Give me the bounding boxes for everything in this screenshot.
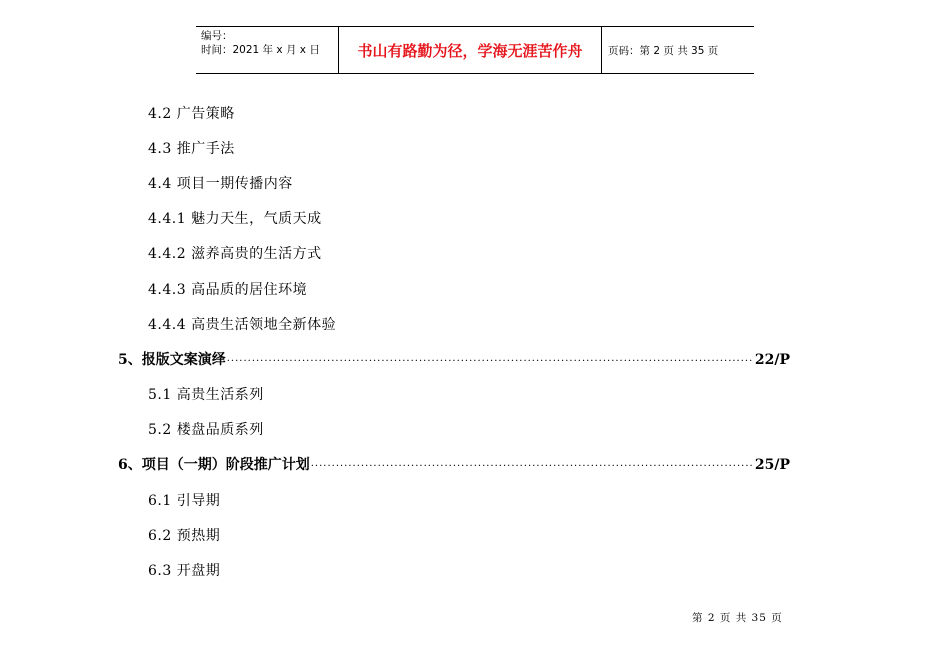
- toc-item: 6.3 开盘期: [148, 563, 221, 579]
- page-footer: 第 2 页 共 35 页: [692, 612, 783, 624]
- header-number-label: 编号：: [201, 30, 233, 42]
- toc-item: 4.4.1 魅力天生，气质天成: [148, 211, 322, 227]
- page-header: [196, 26, 754, 74]
- header-time-label: 时间：2021 年 x 月 x 日: [201, 44, 320, 56]
- toc-page-number: 25/P: [754, 457, 790, 473]
- toc-item: 4.2 广告策略: [148, 106, 235, 122]
- toc-item: 5.2 楼盘品质系列: [148, 422, 264, 438]
- toc-page-number: 22/P: [754, 352, 790, 368]
- header-motto: 书山有路勤为径，学海无涯苦作舟: [338, 27, 602, 73]
- toc-section-6: [118, 456, 790, 476]
- toc-item: 4.4.3 高品质的居住环境: [148, 282, 308, 298]
- header-page-info: 页码：第 2 页 共 35 页: [608, 44, 719, 57]
- toc-section-title: 5、报版文案演绎: [118, 352, 226, 368]
- toc-item: 4.4.2 滋养高贵的生活方式: [148, 246, 322, 262]
- toc-item: 4.4.4 高贵生活领地全新体验: [148, 317, 337, 333]
- toc-item: 6.2 预热期: [148, 528, 221, 544]
- toc-item: 5.1 高贵生活系列: [148, 387, 264, 403]
- header-meta-cell: [196, 27, 338, 73]
- toc-section-title: 6、项目（一期）阶段推广计划: [118, 457, 310, 473]
- toc-section-5: [118, 351, 790, 371]
- toc-item: 4.4 项目一期传播内容: [148, 176, 293, 192]
- toc-dot-leader: [227, 353, 754, 371]
- toc-item: 6.1 引导期: [148, 493, 221, 509]
- toc-item: 4.3 推广手法: [148, 141, 235, 157]
- toc-dot-leader: [311, 458, 754, 476]
